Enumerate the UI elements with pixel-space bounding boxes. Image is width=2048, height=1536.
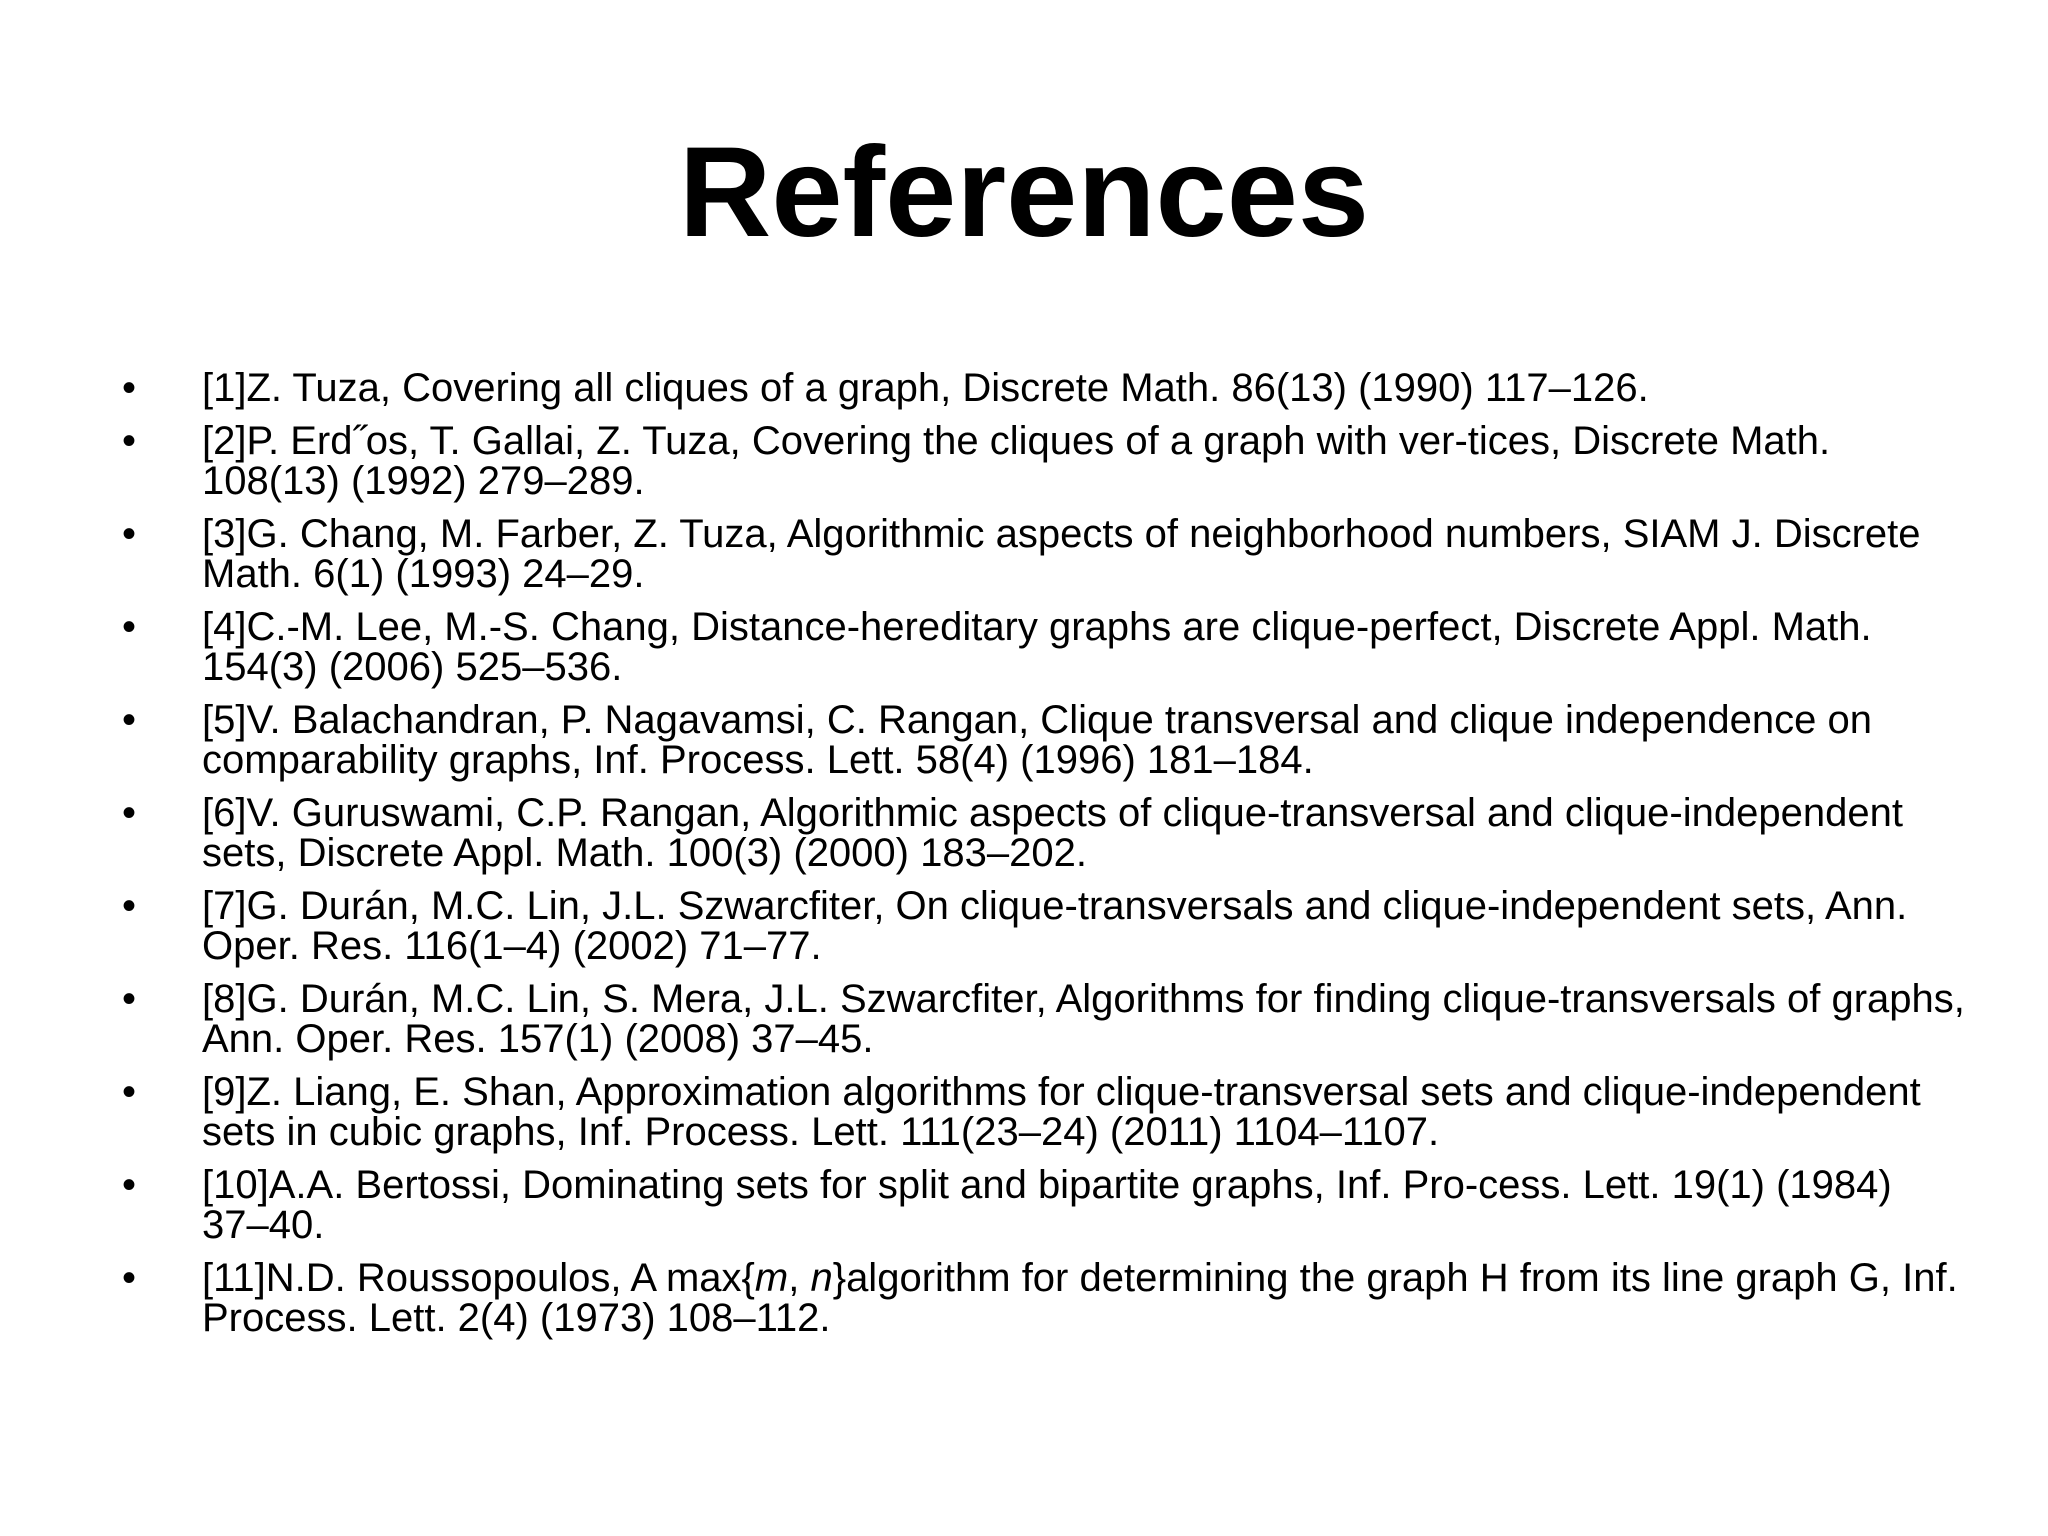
bullet-icon: • xyxy=(122,1256,137,1300)
reference-item-4 xyxy=(0,607,2048,687)
reference-item-8 xyxy=(0,979,2048,1059)
reference-item-5 xyxy=(0,700,2048,780)
slide-title: References xyxy=(678,121,1370,264)
reference-text-before: [11]N.D. Roussopoulos, A max{ xyxy=(202,1256,755,1300)
reference-text: [9]Z. Liang, E. Shan, Approximation algorithms for clique-transversal sets and clique-independent sets in cubic graphs, Inf. Process. Lett. 111(23–24) (2011) 1104–1107. xyxy=(202,1070,1921,1154)
reference-item-7 xyxy=(0,886,2048,966)
reference-text: [10]A.A. Bertossi, Dominating sets for split and bipartite graphs, Inf. Pro-cess. Lett. 19(1) (1984) 37–40. xyxy=(202,1163,1892,1247)
reference-item-9 xyxy=(0,1072,2048,1152)
reference-text: [1]Z. Tuza, Covering all cliques of a graph, Discrete Math. 86(13) (1990) 117–126. xyxy=(202,366,1649,410)
reference-text: [7]G. Durán, M.C. Lin, J.L. Szwarcfiter, On clique-transversals and clique-independent sets, Ann. Oper. Res. 116(1–4) (2002) 71–77. xyxy=(202,884,1908,968)
reference-item-11 xyxy=(0,1258,2048,1338)
bullet-icon: • xyxy=(122,977,137,1021)
reference-item-2 xyxy=(0,421,2048,501)
reference-text: [6]V. Guruswami, C.P. Rangan, Algorithmic aspects of clique-transversal and clique-independent sets, Discrete Appl. Math. 100(3) (2000) 183–202. xyxy=(202,791,1903,875)
reference-text-after: }algorithm for determining the graph H from its line graph G, Inf. Process. Lett. 2(4) (1973) 108–112. xyxy=(202,1256,1958,1340)
bullet-icon: • xyxy=(122,605,137,649)
bullet-icon: • xyxy=(122,366,137,410)
reference-text: [4]C.-M. Lee, M.-S. Chang, Distance-hereditary graphs are clique-perfect, Discrete Appl. Math. 154(3) (2006) 525–536. xyxy=(202,605,1872,689)
bullet-icon: • xyxy=(122,512,137,556)
reference-text: [2]P. Erd˝os, T. Gallai, Z. Tuza, Covering the cliques of a graph with ver-tices, Discrete Math. 108(13) (1992) 279–289. xyxy=(202,419,1831,503)
reference-item-1 xyxy=(0,368,2048,408)
bullet-icon: • xyxy=(122,884,137,928)
reference-text xyxy=(202,1256,1958,1340)
reference-list xyxy=(0,368,2048,1351)
italic-n: n xyxy=(810,1256,833,1300)
bullet-icon: • xyxy=(122,698,137,742)
bullet-icon: • xyxy=(122,419,137,463)
reference-item-10 xyxy=(0,1165,2048,1245)
bullet-icon: • xyxy=(122,791,137,835)
bullet-icon: • xyxy=(122,1070,137,1114)
reference-comma: , xyxy=(788,1256,811,1300)
reference-item-6 xyxy=(0,793,2048,873)
reference-text: [5]V. Balachandran, P. Nagavamsi, C. Rangan, Clique transversal and clique independence on comparability graphs, Inf. Process. Lett. 58(4) (1996) 181–184. xyxy=(202,698,1872,782)
italic-m: m xyxy=(754,1256,789,1300)
reference-text: [8]G. Durán, M.C. Lin, S. Mera, J.L. Szwarcfiter, Algorithms for finding clique-transversals of graphs, Ann. Oper. Res. 157(1) (2008) 37–45. xyxy=(202,977,1965,1061)
reference-item-3 xyxy=(0,514,2048,594)
reference-text: [3]G. Chang, M. Farber, Z. Tuza, Algorithmic aspects of neighborhood numbers, SIAM J. Discrete Math. 6(1) (1993) 24–29. xyxy=(202,512,1921,596)
bullet-icon: • xyxy=(122,1163,137,1207)
